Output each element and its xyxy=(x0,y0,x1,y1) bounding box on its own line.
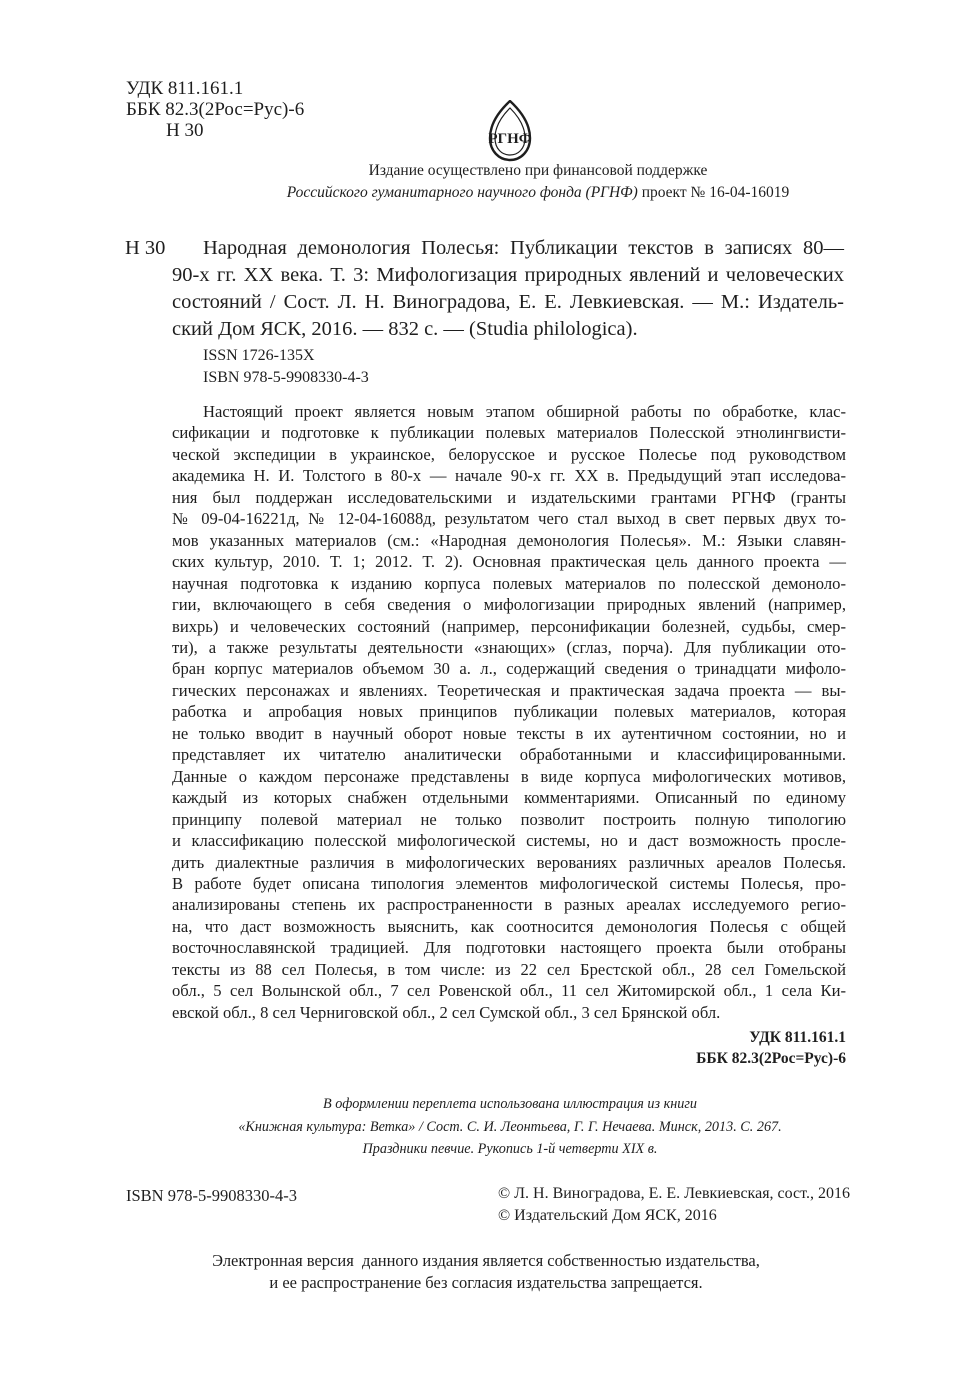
footer-isbn: ISBN 978-5-9908330-4-3 xyxy=(126,1186,297,1205)
abstract-line: гических персонажах и явлениях. Теоретическая и практическая задача проекта — вы- xyxy=(172,680,846,700)
notice-line-2: и ее распространение без согласия издательства запрещается. xyxy=(269,1273,703,1292)
copyright-compilers: © Л. Н. Виноградова, Е. Е. Левкиевская, сост., 2016 xyxy=(498,1185,850,1202)
abstract-line: ния был поддержан исследовательскими и издательскими грантами РГНФ (гранты xyxy=(172,487,846,507)
classification-block xyxy=(126,78,304,141)
abstract-bbk: ББК 82.3(2Рос=Рус)-6 xyxy=(696,1050,846,1067)
author-mark: Н 30 xyxy=(166,120,204,141)
udk-code: УДК 811.161.1 xyxy=(126,78,244,99)
illustration-credit xyxy=(150,1093,870,1161)
abstract-line: академика Н. И. Толстого в 80-х — начале 90-х гг. XX в. Предыдущий этап исследова- xyxy=(172,466,846,486)
abstract-line: гии, включающего в себя сведения о мифологизации природных явлений (например, xyxy=(172,595,846,615)
abstract-line: евской обл., 8 сел Черниговской обл., 2 сел Сумской обл., 3 сел Брянской обл. xyxy=(172,1002,721,1022)
abstract-line: работка и апробация новых принципов публикации полевых материалов, которая xyxy=(172,702,846,722)
abstract-codes xyxy=(600,1027,846,1069)
abstract-line: ческой экспедиции в украинское, белорусское и русское Полесье под руководством xyxy=(172,444,846,464)
logo-text: РГНФ xyxy=(488,131,532,147)
abstract-line: дить диалектные различия в мифологических верованиях различных ареалов Полесья. xyxy=(172,852,846,872)
abstract-udk: УДК 811.161.1 xyxy=(749,1029,846,1046)
citation-line: ский Дом ЯСК, 2016. — 832 с. — (Studia philologica). xyxy=(172,318,638,340)
project-number: проект № 16-04-16019 xyxy=(637,184,790,201)
issn: ISSN 1726-135X xyxy=(203,347,315,364)
illustration-line-3: Праздники певчие. Рукопись 1-й четверти XIX в. xyxy=(362,1141,658,1157)
abstract-line: ти), а также результаты деятельности «знающих» (сглаз, порча). Для публикации ото- xyxy=(172,637,846,657)
abstract-line: и классификацию полесской мифологической системы, но и даст возможность просле- xyxy=(172,831,846,851)
bbk-code: ББК 82.3(2Рос=Рус)-6 xyxy=(126,99,305,120)
support-line-1: Издание осуществлено при финансовой поддержке xyxy=(368,162,708,179)
abstract-line: № 09-04-16221д, № 12-04-16088д, результатом чего стал выход в свет первых двух то- xyxy=(172,509,846,529)
citation-code: Н 30 xyxy=(125,237,166,259)
copyright-block xyxy=(498,1183,850,1227)
isbn: ISBN 978-5-9908330-4-3 xyxy=(203,368,369,386)
identifiers xyxy=(203,345,369,388)
citation-line: Народная демонология Полесья: Публикации текстов в записях 80— xyxy=(203,237,844,259)
abstract-line: сификации и подготовке к публикации полевых материалов Полесской этнолингвисти- xyxy=(172,423,846,443)
abstract-line: представляет их читателю аналитически обработанными и классифицированными. xyxy=(172,745,846,765)
abstract-line: не только вводит в научный оборот новые тексты в их аутентичном состоянии, но и xyxy=(172,723,846,743)
abstract-line: В работе будет описана типология элементов мифологической системы Полесья, про- xyxy=(172,873,846,893)
rgnf-logo-icon xyxy=(486,100,534,162)
abstract-line: восточнославянской традицией. Для подготовки настоящего проекта были отобраны xyxy=(172,938,846,958)
illustration-line-2: «Книжная культура: Ветка» / Сост. С. И. Леонтьева, Г. Г. Нечаева. Минск, 2013. С. 267. xyxy=(238,1118,782,1135)
abstract-line: бран корпус материалов объемом 30 а. л., содержащий сведения о тринадцати мифоло- xyxy=(172,659,846,679)
copyright-publisher: © Издательский Дом ЯСК, 2016 xyxy=(498,1207,717,1224)
abstract xyxy=(172,401,846,1023)
abstract-line: анализированы степень их распространенности в разных ареалах исследуемого регио- xyxy=(172,895,846,915)
support-line-2 xyxy=(232,182,844,204)
citation-line: состояний / Сост. Л. Н. Виноградова, Е. Е. Левкиевская. — М.: Издатель- xyxy=(172,291,844,313)
abstract-line: принципу полевой материал не только позволит построить полную типологию xyxy=(172,809,846,829)
abstract-line: ских культур, 2010. Т. 1; 2012. Т. 2). Основная практическая цель данного проекта — xyxy=(172,552,846,572)
abstract-line: обл., 5 сел Волынской обл., 7 сел Ровенской обл., 11 сел Житомирской обл., 1 села Ки- xyxy=(172,981,846,1001)
abstract-line: вихрь) и человеческих состояний (например, персонификации болезней, судьбы, смер- xyxy=(172,616,846,636)
bibliographic-citation xyxy=(172,235,844,343)
support-statement xyxy=(232,160,844,204)
abstract-line: научная подготовка к изданию корпуса полевых материалов по полесской демоноло- xyxy=(172,573,846,593)
fund-name: Российского гуманитарного научного фонда (РГНФ) xyxy=(286,184,638,201)
abstract-line: тексты из 88 сел Полесья, в том числе: из 22 сел Брестской обл., 28 сел Гомельской xyxy=(172,959,846,979)
illustration-line-1: В оформлении переплета использована иллюстрация из книги xyxy=(323,1096,697,1112)
abstract-line: Данные о каждом персонаже представлены в виде корпуса мифологических мотивов, xyxy=(172,766,846,786)
abstract-line: каждый из которых снабжен отдельными комментариями. Описанный по единому xyxy=(172,788,846,808)
abstract-line: мов указанных материалов (см.: «Народная демонология Полесья». М.: Языки славян- xyxy=(172,530,846,550)
abstract-line: на, что даст возможность выяснить, как соотносится демонология Полесья с общей xyxy=(172,916,846,936)
citation-line: 90-х гг. XX века. Т. 3: Мифологизация природных явлений и человеческих xyxy=(172,264,844,286)
electronic-notice xyxy=(130,1250,842,1294)
abstract-line: Настоящий проект является новым этапом обширной работы по обработке, клас- xyxy=(203,402,846,421)
notice-line-1: Электронная версия данного издания является собственностью издательства, xyxy=(212,1251,760,1270)
